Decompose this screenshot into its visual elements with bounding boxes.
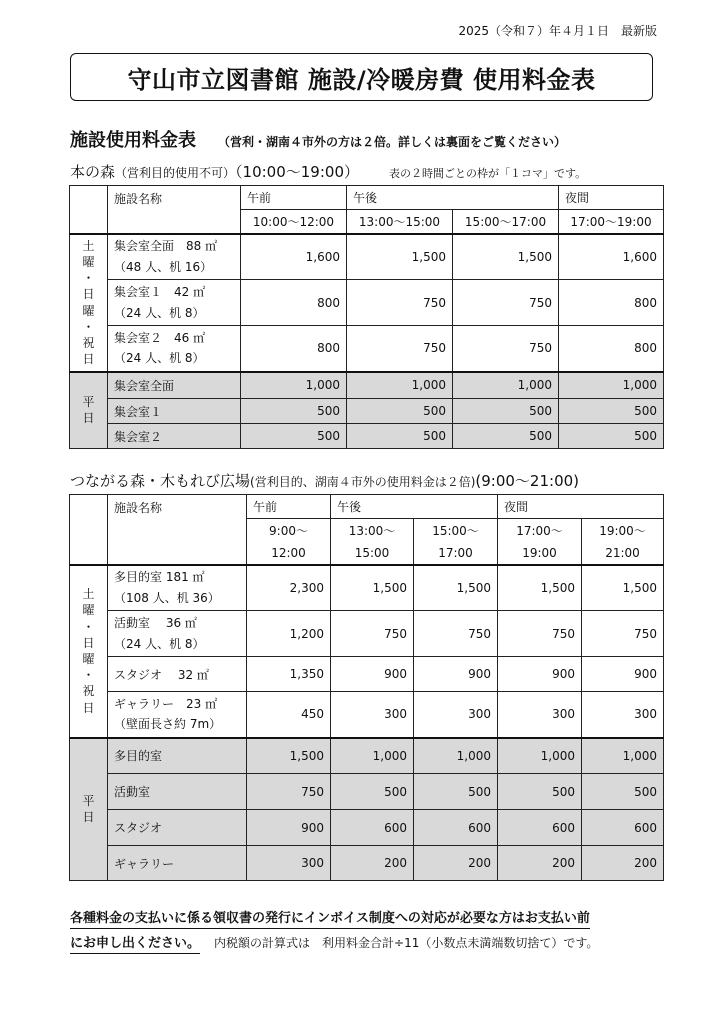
- fee-cell: 200: [498, 846, 582, 881]
- fee-cell: 1,500: [453, 234, 559, 280]
- table-row: [70, 774, 664, 810]
- invoice-notice-emphasis: にお申し出ください。: [70, 936, 200, 954]
- fee-cell: 500: [347, 424, 453, 449]
- fee-cell: 750: [347, 326, 453, 372]
- facility-cell: 集会室２ 46 ㎡ （24 人、机 8）: [108, 326, 241, 372]
- fee-cell: 1,000: [414, 738, 498, 774]
- fee-cell: 500: [559, 399, 664, 424]
- hon-note: 表の２時間ごとの枠が「１コマ」です。: [389, 167, 587, 180]
- fee-cell: 800: [559, 326, 664, 372]
- fee-cell: 500: [453, 399, 559, 424]
- facility-cell: ギャラリー: [108, 846, 247, 881]
- table-row: [70, 738, 664, 774]
- invoice-notice-line2: [70, 932, 598, 951]
- fee-cell: 800: [241, 280, 347, 326]
- table-row: [70, 326, 664, 372]
- fee-cell: 900: [582, 657, 664, 692]
- slot-end: 19:00: [498, 542, 582, 565]
- fee-cell: 750: [247, 774, 331, 810]
- hon-sub: （営利目的使用不可）: [115, 166, 236, 180]
- corner-cell: [70, 186, 108, 234]
- fee-cell: 1,200: [247, 611, 331, 657]
- table-row: [70, 372, 664, 399]
- facility-cell: 活動室: [108, 774, 247, 810]
- table-row: [70, 234, 664, 280]
- fee-cell: 600: [498, 810, 582, 846]
- facility-cell: 集会室１ 42 ㎡ （24 人、机 8）: [108, 280, 241, 326]
- facility-cell: ギャラリー 23 ㎡ （壁面長さ約 7m）: [108, 692, 247, 738]
- hon-fee-table: [69, 185, 664, 449]
- slot-header: 10:00〜12:00: [241, 210, 347, 234]
- tsunagaru-hours: (9:00〜21:00): [475, 472, 580, 490]
- fee-cell: 500: [331, 774, 414, 810]
- slot-start: 13:00〜: [331, 519, 414, 542]
- table-row: [70, 565, 664, 611]
- col-night: 夜間: [559, 186, 664, 210]
- fee-cell: 1,000: [498, 738, 582, 774]
- facility-cell: 多目的室 181 ㎡ （108 人、机 36）: [108, 565, 247, 611]
- fee-cell: 500: [414, 774, 498, 810]
- slot-start: 17:00〜: [498, 519, 582, 542]
- col-am: 午前: [241, 186, 347, 210]
- table-row: [70, 692, 664, 738]
- fee-cell: 1,000: [453, 372, 559, 399]
- slot-end: 17:00: [414, 542, 498, 565]
- fee-cell: 2,300: [247, 565, 331, 611]
- fee-cell: 1,000: [347, 372, 453, 399]
- table-row: [70, 611, 664, 657]
- slot-end: 12:00: [247, 542, 331, 565]
- facility-cell: 多目的室: [108, 738, 247, 774]
- fee-cell: 1,500: [331, 565, 414, 611]
- fee-cell: 750: [498, 611, 582, 657]
- fee-cell: 1,350: [247, 657, 331, 692]
- fee-cell: 450: [247, 692, 331, 738]
- fee-cell: 600: [414, 810, 498, 846]
- fee-cell: 300: [582, 692, 664, 738]
- slot-start: 9:00〜: [247, 519, 331, 542]
- fee-cell: 900: [331, 657, 414, 692]
- table-header-row: [70, 495, 664, 519]
- facility-cell: 集会室２: [108, 424, 241, 449]
- slot-end: 15:00: [331, 542, 414, 565]
- fee-cell: 1,000: [331, 738, 414, 774]
- facility-cell: 集会室１: [108, 399, 241, 424]
- facility-cell: 集会室全面: [108, 372, 241, 399]
- fee-cell: 500: [241, 399, 347, 424]
- tsunagaru-heading: [70, 470, 670, 491]
- section-title: 施設使用料金表: [70, 130, 196, 151]
- table-header-row: [70, 186, 664, 210]
- slot-header: 17:00〜19:00: [559, 210, 664, 234]
- page-title: 守山市立図書館 施設/冷暖房費 使用料金表: [70, 53, 653, 101]
- fee-cell: 300: [247, 846, 331, 881]
- slot-end: 21:00: [582, 542, 664, 565]
- fee-cell: 800: [241, 326, 347, 372]
- edition-date: 2025（令和７）年４月１日 最新版: [458, 24, 657, 38]
- tsunagaru-name: つながる森・木もれび広場: [70, 472, 251, 490]
- facility-cell: 活動室 36 ㎡ （24 人、机 8）: [108, 611, 247, 657]
- fee-cell: 1,000: [241, 372, 347, 399]
- table-row: [70, 424, 664, 449]
- fee-cell: 1,500: [414, 565, 498, 611]
- slot-header: 15:00〜17:00: [453, 210, 559, 234]
- col-pm: 午後: [331, 495, 498, 519]
- fee-cell: 500: [498, 774, 582, 810]
- table-row: [70, 657, 664, 692]
- fee-cell: 200: [414, 846, 498, 881]
- fee-cell: 750: [582, 611, 664, 657]
- weekend-label: 土 曜 ・ 日 曜 ・ 祝 日: [70, 234, 108, 372]
- tsunagaru-fee-table: [69, 494, 664, 881]
- fee-cell: 200: [582, 846, 664, 881]
- fee-cell: 750: [453, 326, 559, 372]
- fee-cell: 1,500: [582, 565, 664, 611]
- weekday-label: 平 日: [70, 372, 108, 449]
- section-heading: [70, 126, 670, 152]
- fee-cell: 1,600: [241, 234, 347, 280]
- weekend-label: 土 曜 ・ 日 曜 ・ 祝 日: [70, 565, 108, 738]
- fee-cell: 1,000: [559, 372, 664, 399]
- fee-cell: 800: [559, 280, 664, 326]
- corner-cell: [70, 495, 108, 565]
- facility-cell: スタジオ: [108, 810, 247, 846]
- col-facility-name: 施設名称: [108, 186, 241, 234]
- fee-cell: 300: [414, 692, 498, 738]
- table-row: [70, 810, 664, 846]
- col-am: 午前: [247, 495, 331, 519]
- col-night: 夜間: [498, 495, 664, 519]
- tsunagaru-sub: (営利目的、湖南４市外の使用料金は２倍): [250, 475, 476, 489]
- fee-cell: 300: [331, 692, 414, 738]
- weekday-label: 平 日: [70, 738, 108, 881]
- fee-cell: 500: [241, 424, 347, 449]
- section-note: （営利・湖南４市外の方は２倍。詳しくは裏面をご覧ください）: [218, 135, 567, 149]
- fee-cell: 1,600: [559, 234, 664, 280]
- tax-formula-note: 内税額の計算式は 利用料金合計÷11（小数点未満端数切捨て）です。: [214, 936, 599, 950]
- fee-cell: 1,500: [498, 565, 582, 611]
- fee-cell: 1,000: [582, 738, 664, 774]
- table-row: [70, 399, 664, 424]
- table-row: [70, 280, 664, 326]
- slot-header: 13:00〜15:00: [347, 210, 453, 234]
- fee-cell: 900: [498, 657, 582, 692]
- invoice-notice-line1: 各種料金の支払いに係る領収書の発行にインボイス制度への対応が必要な方はお支払い前: [70, 907, 590, 929]
- fee-cell: 500: [453, 424, 559, 449]
- table-row: [70, 846, 664, 881]
- slot-start: 15:00〜: [414, 519, 498, 542]
- fee-cell: 200: [331, 846, 414, 881]
- fee-cell: 900: [414, 657, 498, 692]
- fee-cell: 1,500: [347, 234, 453, 280]
- fee-cell: 500: [559, 424, 664, 449]
- hon-heading: [70, 161, 670, 182]
- col-facility-name: 施設名称: [108, 495, 247, 565]
- hon-hours: （10:00〜19:00）: [235, 163, 359, 181]
- col-pm: 午後: [347, 186, 559, 210]
- fee-cell: 500: [582, 774, 664, 810]
- fee-cell: 750: [347, 280, 453, 326]
- facility-cell: スタジオ 32 ㎡: [108, 657, 247, 692]
- fee-cell: 750: [453, 280, 559, 326]
- hon-name: 本の森: [70, 163, 116, 181]
- fee-cell: 900: [247, 810, 331, 846]
- fee-cell: 500: [347, 399, 453, 424]
- fee-cell: 300: [498, 692, 582, 738]
- fee-cell: 750: [414, 611, 498, 657]
- fee-cell: 600: [582, 810, 664, 846]
- fee-cell: 600: [331, 810, 414, 846]
- fee-cell: 1,500: [247, 738, 331, 774]
- facility-cell: 集会室全面 88 ㎡ （48 人、机 16）: [108, 234, 241, 280]
- fee-cell: 750: [331, 611, 414, 657]
- slot-start: 19:00〜: [582, 519, 664, 542]
